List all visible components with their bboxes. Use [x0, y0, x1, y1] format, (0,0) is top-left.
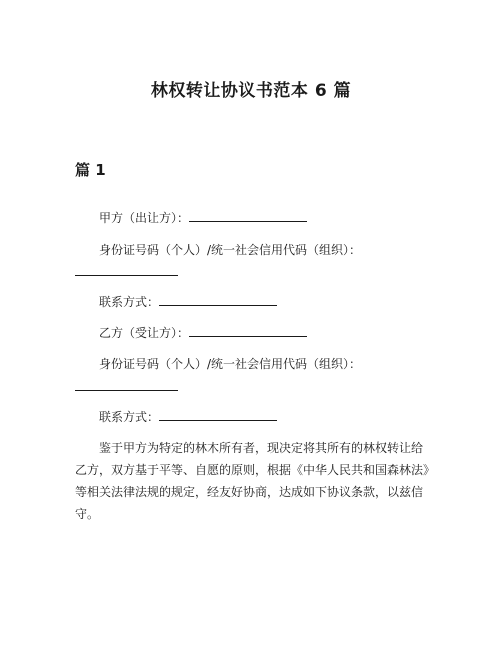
party-a-id-blank [75, 262, 178, 276]
section-heading: 篇 1 [75, 161, 106, 179]
party-b-id-line [75, 354, 454, 374]
preamble-paragraph: 鉴于甲方为特定的林木所有者，现决定将其所有的林权转让给乙方，双方基于平等、自愿的原则，根据《中华人民共和国森林法》等相关法律法规的规定，经友好协商，达成如下协议条款，以兹信守。 [75, 441, 430, 521]
party-a-label: 甲方（出让方）： [99, 211, 190, 225]
party-a-id-blank-line [75, 262, 430, 282]
party-a-blank [189, 208, 307, 222]
party-a-id-line [75, 240, 454, 260]
party-b-label: 乙方（受让方）： [99, 326, 190, 340]
party-a-line [75, 208, 454, 228]
party-b-contact-blank [159, 407, 277, 421]
party-a-id-label: 身份证号码（个人）/统一社会信用代码（组织）： [99, 243, 362, 257]
party-b-id-blank-line [75, 377, 430, 397]
party-a-contact-label: 联系方式： [99, 295, 160, 309]
document-title: 林权转让协议书范本 6 篇 [150, 81, 352, 101]
party-b-id-blank [75, 377, 178, 391]
party-a-contact-line [75, 292, 454, 312]
party-b-contact-label: 联系方式： [99, 410, 160, 424]
party-b-line [75, 323, 454, 343]
party-b-id-label: 身份证号码（个人）/统一社会信用代码（组织）： [99, 357, 362, 371]
party-b-blank [189, 323, 307, 337]
party-a-contact-blank [159, 292, 277, 306]
party-b-contact-line [75, 407, 454, 427]
